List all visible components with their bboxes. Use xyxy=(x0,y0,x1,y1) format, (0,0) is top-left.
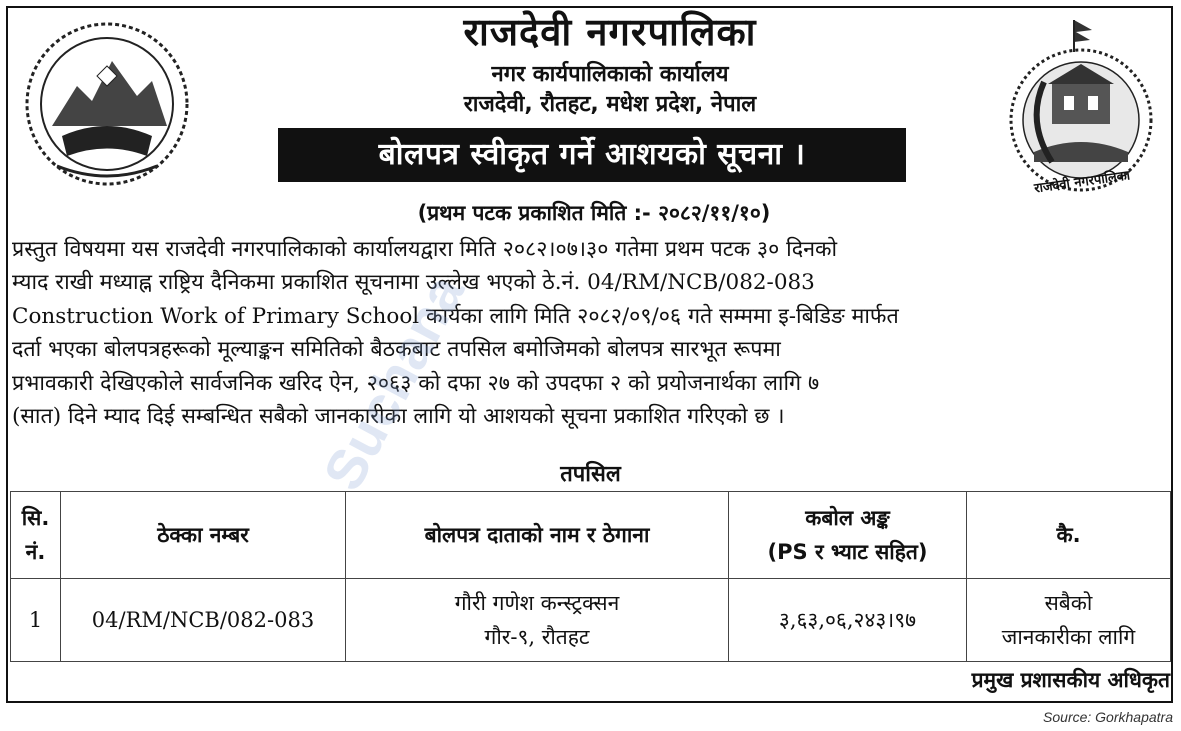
watermark: Suchana xyxy=(310,264,477,501)
header-amount xyxy=(729,492,967,579)
office-name: नगर कार्यपालिकाको कार्यालय xyxy=(491,62,729,87)
remarks-line2: जानकारीका लागि xyxy=(1001,625,1136,649)
publish-date: (प्रथम पटक प्रकाशित मिति :- २०८२/११/१०) xyxy=(417,201,771,225)
table-row xyxy=(11,579,1171,662)
table-caption: तपसिल xyxy=(560,462,621,487)
header-amount-line2: (PS र भ्याट सहित) xyxy=(767,540,928,564)
bidder-name: गौरी गणेश कन्स्ट्रक्सन xyxy=(454,591,620,615)
header-bidder: बोलपत्र दाताको नाम र ठेगाना xyxy=(346,492,729,579)
municipality-name: राजदेवी नगरपालिका xyxy=(463,10,757,54)
bidder-address: गौर-९, रौतहट xyxy=(484,625,590,649)
source-credit: Source: Gorkhapatra xyxy=(1043,709,1173,725)
notice-body xyxy=(12,233,1168,433)
cell-amount: ३,६३,०६,२४३।९७ xyxy=(729,579,967,662)
body-line: प्रस्तुत विषयमा यस राजदेवी नगरपालिकाको कार्यालयद्वारा मिति २०८२।०७।३० गतेमा प्रथम पटक ३० दिनको xyxy=(12,237,838,262)
header xyxy=(260,6,960,120)
seal-text: राजदेवी नगरपालिका xyxy=(1033,168,1132,197)
cell-remarks xyxy=(967,579,1171,662)
header-contract-no: ठेक्का नम्बर xyxy=(61,492,346,579)
body-line: (सात) दिने म्याद दिई सम्बन्धित सबैको जानकारीका लागि यो आशयको सूचना प्रकाशित गरिएको छ । xyxy=(12,404,785,430)
cell-sn: 1 xyxy=(11,579,61,662)
table-header-row xyxy=(11,492,1171,579)
office-address: राजदेवी, रौतहट, मधेश प्रदेश, नेपाल xyxy=(463,92,757,117)
cell-contract-no: 04/RM/NCB/082-083 xyxy=(61,579,346,662)
header-sn: सि. नं. xyxy=(11,492,61,579)
header-amount-line1: कबोल अङ्क xyxy=(805,506,890,530)
cell-bidder xyxy=(346,579,729,662)
header-remarks: कै. xyxy=(967,492,1171,579)
nepal-emblem-icon xyxy=(22,16,192,191)
remarks-line1: सबैको xyxy=(1044,591,1093,615)
signature-title: प्रमुख प्रशासकीय अधिकृत xyxy=(971,668,1170,692)
notice-title: बोलपत्र स्वीकृत गर्ने आशयको सूचना । xyxy=(278,128,906,182)
bid-table xyxy=(10,491,1171,662)
body-line: म्याद राखी मध्याह्न राष्ट्रिय दैनिकमा प्रकाशित सूचनामा उल्लेख भएको ठे.नं. 04/RM/NCB/082-083 xyxy=(12,270,815,296)
body-line: दर्ता भएका बोलपत्रहरूको मूल्याङ्कन समितिको बैठकबाट तपसिल बमोजिमको बोलपत्र सारभूत रूपमा xyxy=(12,337,781,363)
body-line: प्रभावकारी देखिएकोले सार्वजनिक खरिद ऐन, २०६३ को दफा २७ को उपदफा २ को प्रयोजनार्थका लागि ७ xyxy=(12,370,820,396)
body-line: Construction Work of Primary School कार्यका लागि मिति २०८२/०९/०६ गते सम्ममा इ-बिडिङ मार्फत xyxy=(12,303,899,329)
